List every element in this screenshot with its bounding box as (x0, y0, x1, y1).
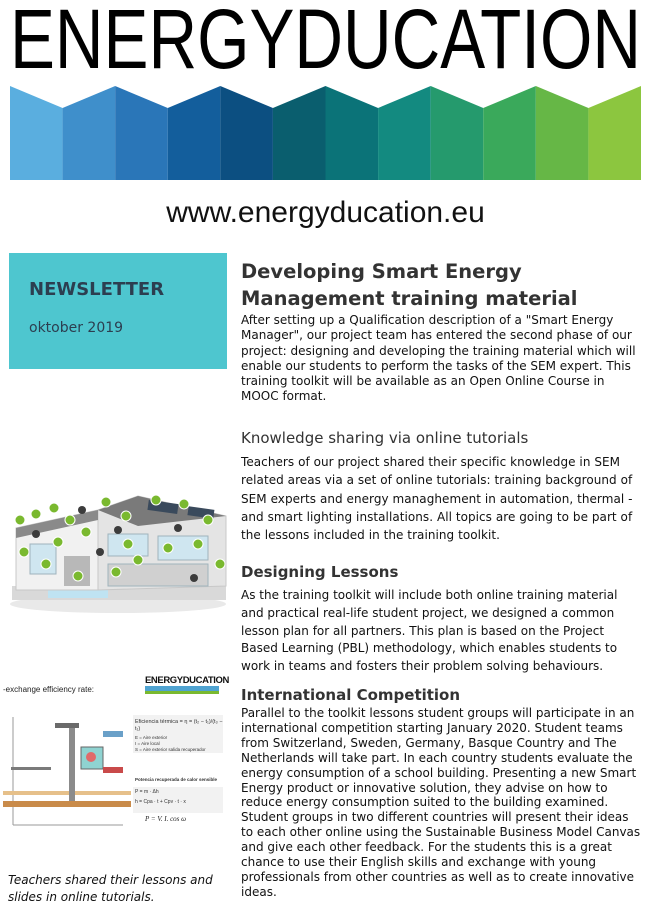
section-heading-competition: International Competition (241, 686, 461, 704)
banner-segment (326, 86, 379, 180)
banner-segment (168, 86, 221, 180)
banner-segment (536, 86, 589, 180)
banner-segment (431, 86, 484, 180)
slide-legend-3: S = Aire exterior salida recuperador (135, 747, 206, 752)
slide-legend-1: E = Aire exterior (135, 735, 168, 740)
slide-legend-2: I = Aire local (135, 741, 160, 746)
smart-house-illustration (8, 486, 230, 614)
section-body-tutorials: Teachers of our project shared their specific knowledge in SEM related areas via a set of online tutorials: training background of SEM experts and energy managhement in automation, thermal - and smart lighting installations. All topics are going to be part of the lessons included in the training toolkit. (241, 455, 633, 543)
banner-segment (63, 86, 116, 180)
banner-segment (483, 86, 536, 180)
newsletter-date: oktober 2019 (29, 320, 124, 336)
color-banner (10, 86, 641, 180)
slide-power-title: Potencia recuperada de calor sensible (135, 777, 218, 782)
website-url[interactable]: www.energyducation.eu (166, 196, 485, 229)
banner-segment (10, 86, 63, 180)
section-heading-lessons: Designing Lessons (241, 563, 399, 581)
banner-segment (115, 86, 168, 180)
newsletter-label: NEWSLETTER (29, 279, 165, 300)
slide-heading: -exchange efficiency rate: (3, 685, 95, 694)
section-heading-tutorials: Knowledge sharing via online tutorials (241, 429, 529, 447)
brand-wordmark (10, 2, 641, 76)
brand-wordmark-text: ENERGYDUCATION (10, 2, 641, 76)
slide-logo: ENERGYDUCATION (145, 675, 229, 686)
slide-formula: Eficiencia térmica = η = (t₂ − t₁)/(t₃ − t₁) (135, 719, 223, 732)
image-caption: Teachers shared their lessons and slides in online tutorials. (8, 873, 213, 904)
banner-segment (273, 86, 326, 180)
banner-segment (588, 86, 641, 180)
article-intro: After setting up a Qualification description of a "Smart Energy Manager", our project team has entered the second phase of our project: designing and developing the training material which will enable our students to perform the tasks of the SEM expert. This training toolkit will be available as an Open Online Course in MOOC format. (241, 313, 636, 404)
section-body-lessons: As the training toolkit will include both online training material and practical real-life student project, we designed a common lesson plan for all partners. This plan is based on the Project Based Learning (PBL) methodology, which enables students to work in teams and fosters their problem solving behaviours. (241, 588, 618, 674)
lesson-slide-image (3, 675, 229, 835)
section-body-competition: Parallel to the toolkit lessons student groups will participate in an international competition starting January 2020. Student teams from Switzerland, Sweden, Germany, Basque Country and The Netherlands will take part. In each country students evaluate the energy consumption of a school building. Presenting a new Smart Energy product or innovative solution, they advise on how to reduce energy consumption suited to the building examined. Student groups in two different countries will present their ideas to each other online using the Sustainable Business Model Canvas and give each other feedback. For the students this is a great chance to use their English skills and exchange with young professionals from other countries as well as to create innovative ideas. (241, 706, 641, 899)
slide-power-formula: P = V. I. cos ω (145, 815, 187, 823)
article-title: Developing Smart Energy Management training material (241, 260, 578, 310)
slide-diagram (3, 675, 229, 835)
banner-segment (378, 86, 431, 180)
slide-power-line-1: P = m · Δh (135, 789, 159, 795)
banner-segment (220, 86, 273, 180)
newsletter-box (9, 253, 227, 369)
slide-power-line-2: h = Cpa · t + Cpv · t · x (135, 799, 186, 805)
